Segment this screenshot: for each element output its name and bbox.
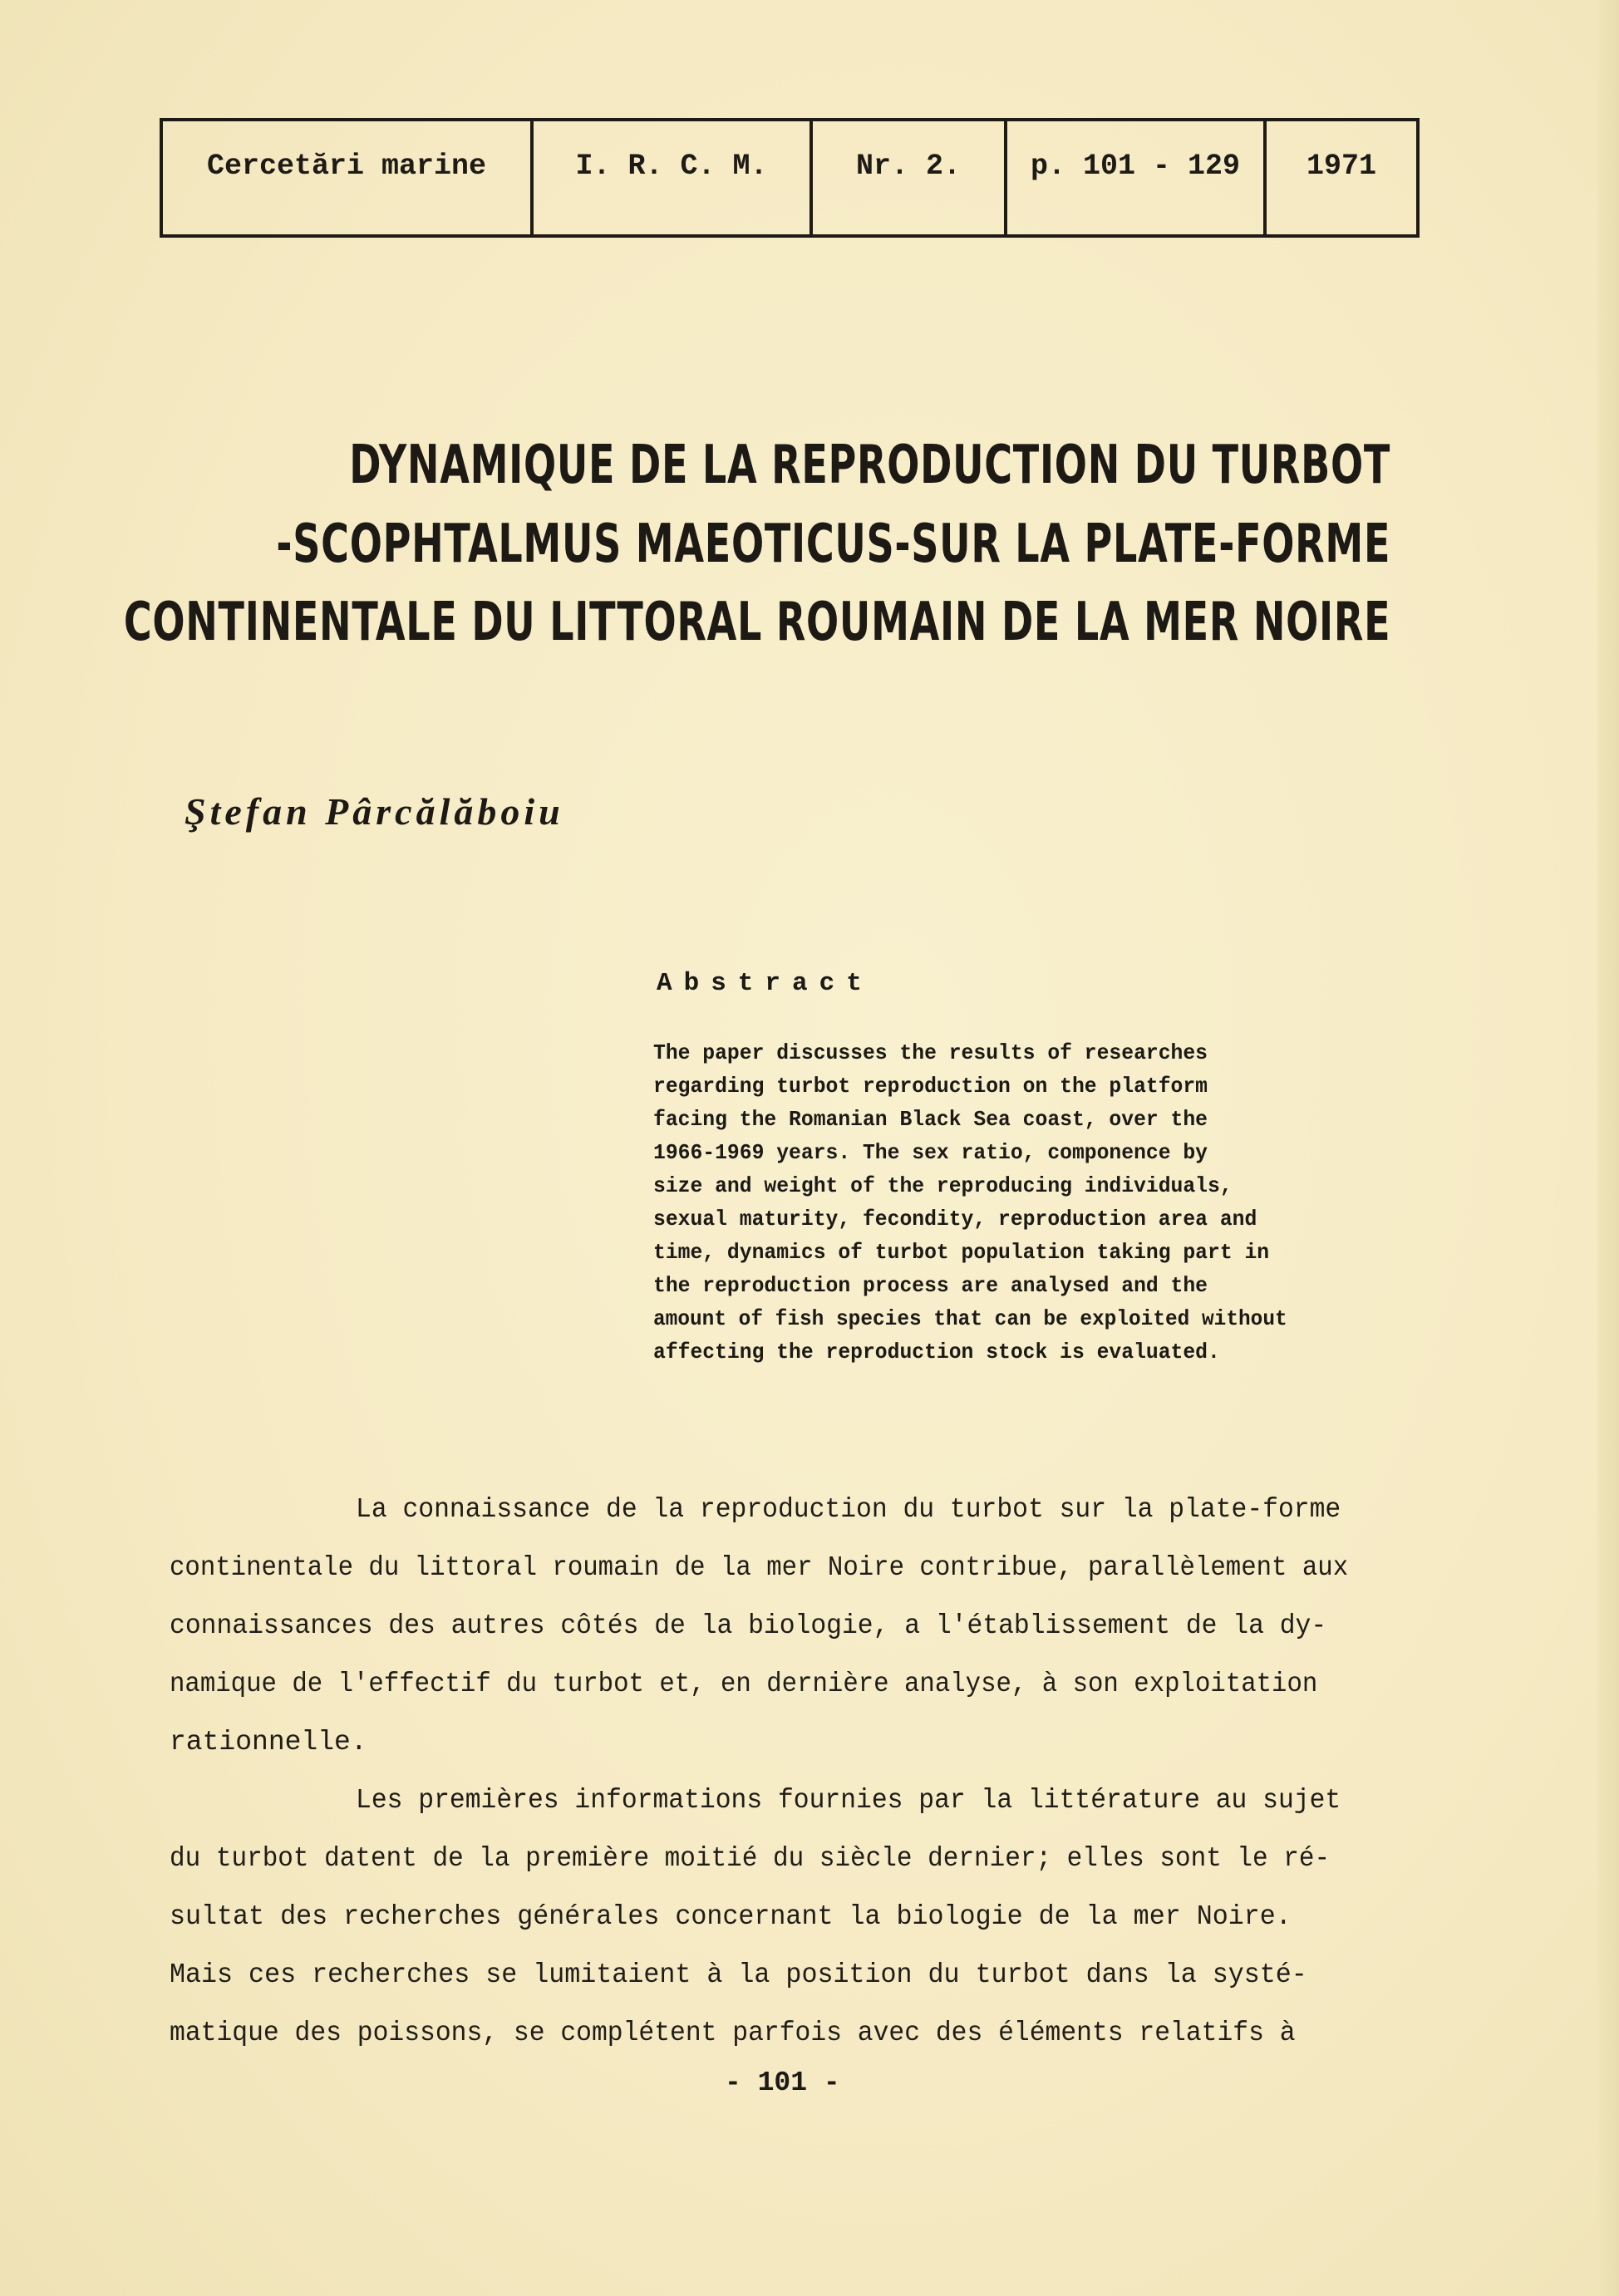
abstract-line: size and weight of the reproducing individuals, (653, 1173, 1233, 1198)
author-name: Ştefan Pârcălăboiu (185, 790, 564, 833)
body-line: Les premières informations fournies par la littérature au sujet (356, 1785, 1341, 1816)
abstract-line: the reproduction process are analysed and the (653, 1273, 1208, 1298)
body-line: continentale du littoral roumain de la mer Noire contribue, parallèlement aux (170, 1552, 1349, 1583)
issue-number: Nr. 2. (811, 120, 1006, 236)
abstract-line: amount of fish species that can be exploited without (653, 1306, 1287, 1331)
title-line-3: CONTINENTALE DU LITTORAL ROUMAIN DE LA MER NOIRE (123, 592, 1390, 653)
abstract-line: The paper discusses the results of researches (653, 1040, 1208, 1065)
publication-year: 1971 (1265, 120, 1418, 236)
abstract-line: regarding turbot reproduction on the platform (653, 1074, 1208, 1099)
journal-name: Cercetări marine (161, 120, 532, 236)
body-line: Mais ces recherches se lumitaient à la position du turbot dans la systé- (170, 1959, 1307, 1990)
page-number: - 101 - (725, 2067, 840, 2098)
header-table (160, 118, 1420, 238)
header-row (161, 120, 1418, 236)
abstract-line: facing the Romanian Black Sea coast, over the (653, 1107, 1208, 1132)
abstract-heading: Abstract (657, 969, 873, 998)
page-range: p. 101 - 129 (1006, 120, 1265, 236)
abstract-line: 1966-1969 years. The sex ratio, componence by (653, 1140, 1208, 1165)
body-line: connaissances des autres côtés de la biologie, a l'établissement de la dy- (170, 1610, 1327, 1641)
abstract-line: affecting the reproduction stock is evaluated. (653, 1340, 1220, 1364)
title-line-1: DYNAMIQUE DE LA REPRODUCTION DU TURBOT (349, 435, 1390, 496)
body-line: La connaissance de la reproduction du turbot sur la plate-forme (356, 1494, 1341, 1525)
institute-abbrev: I. R. C. M. (532, 120, 811, 236)
body-line: sultat des recherches générales concernant la biologie de la mer Noire. (170, 1901, 1292, 1932)
body-line: du turbot datent de la première moitié du siècle dernier; elles sont le ré- (170, 1843, 1331, 1874)
body-line: namique de l'effectif du turbot et, en dernière analyse, à son exploitation (170, 1669, 1318, 1699)
page-edge (1597, 0, 1619, 2296)
abstract-line: sexual maturity, fecondity, reproduction area and (653, 1207, 1257, 1232)
title-line-2: -SCOPHTALMUS MAEOTICUS-SUR LA PLATE-FORME (276, 514, 1390, 575)
body-line: rationnelle. (170, 1727, 367, 1758)
abstract-line: time, dynamics of turbot population taking part in (653, 1240, 1270, 1265)
body-line: matique des poissons, se complétent parfois avec des éléments relatifs à (170, 2018, 1296, 2048)
